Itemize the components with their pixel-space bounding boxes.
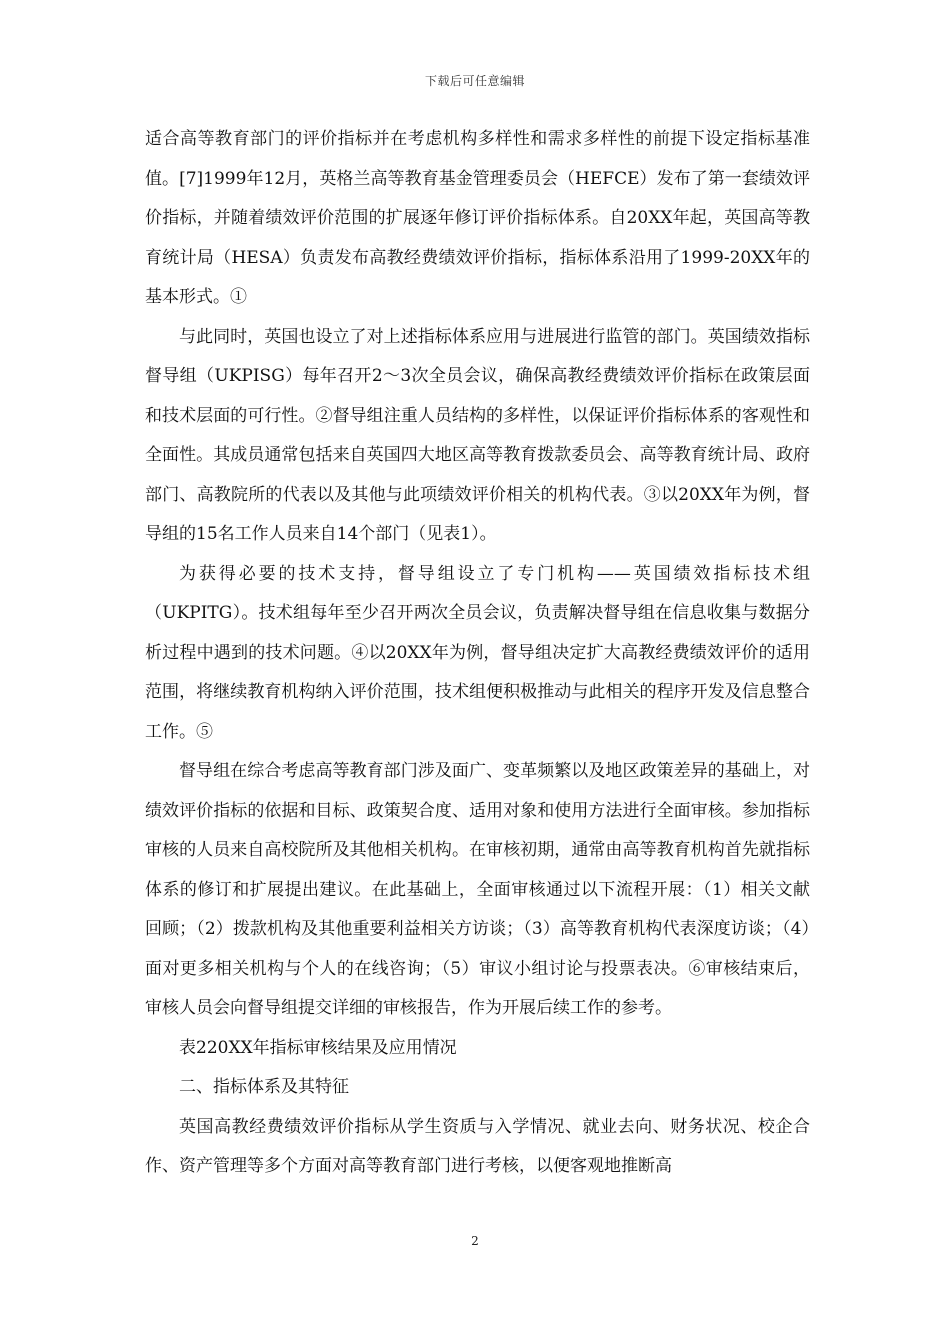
paragraph-continuation: 适合高等教育部门的评价指标并在考虑机构多样性和需求多样性的前提下设定指标基准值。[7]1999年12月，英格兰高等教育基金管理委员会（HEFCE）发布了第一套绩效评价指标，并随着绩效评价范围的扩展逐年修订评价指标体系。自20XX年起，英国高等教育统计局（HESA）负责发布高教经费绩效评价指标，指标体系沿用了1999-20XX年的基本形式。① [145,129,810,307]
body-text [145,120,810,1187]
page-number: 2 [471,1234,479,1248]
header-note: 下载后可任意编辑 [424,74,525,88]
paragraph-technical-group: 为获得必要的技术支持，督导组设立了专门机构——英国绩效指标技术组（UKPITG）。技术组每年至少召开两次全员会议，负责解决督导组在信息收集与数据分析过程中遇到的技术问题。④以20XX年为例，督导组决定扩大高教经费绩效评价的适用范围，将继续教育机构纳入评价范围，技术组便积极推动与此相关的程序开发及信息整合工作。⑤ [145,563,810,742]
paragraph-review-process: 督导组在综合考虑高等教育部门涉及面广、变革频繁以及地区政策差异的基础上，对绩效评价指标的依据和目标、政策契合度、适用对象和使用方法进行全面审核。参加指标审核的人员来自高校院所及其他相关机构。在审核初期，通常由高等教育机构首先就指标体系的修订和扩展提出建议。在此基础上，全面审核通过以下流程开展：（1）相关文献回顾；（2）拨款机构及其他重要利益相关方访谈；（3）高等教育机构代表深度访谈；（4）面对更多相关机构与个人的在线咨询；（5）审议小组讨论与投票表决。⑥审核结束后，审核人员会向督导组提交详细的审核报告，作为开展后续工作的参考。 [145,761,810,1018]
paragraph-indicator-system: 英国高教经费绩效评价指标从学生资质与入学情况、就业去向、财务状况、校企合作、资产管理等多个方面对高等教育部门进行考核，以便客观地推断高 [145,1116,810,1176]
section-heading: 二、指标体系及其特征 [179,1077,349,1097]
table-caption: 表220XX年指标审核结果及应用情况 [179,1037,457,1058]
paragraph-supervision: 与此同时，英国也设立了对上述指标体系应用与进展进行监管的部门。英国绩效指标督导组（UKPISG）每年召开2～3次全员会议，确保高教经费绩效评价指标在政策层面和技术层面的可行性。②督导组注重人员结构的多样性，以保证评价指标体系的客观性和全面性。其成员通常包括来自英国四大地区高等教育拨款委员会、高等教育统计局、政府部门、高教院所的代表以及其他与此项绩效评价相关的机构代表。③以20XX年为例，督导组的15名工作人员来自14个部门（见表1）。 [145,326,810,544]
